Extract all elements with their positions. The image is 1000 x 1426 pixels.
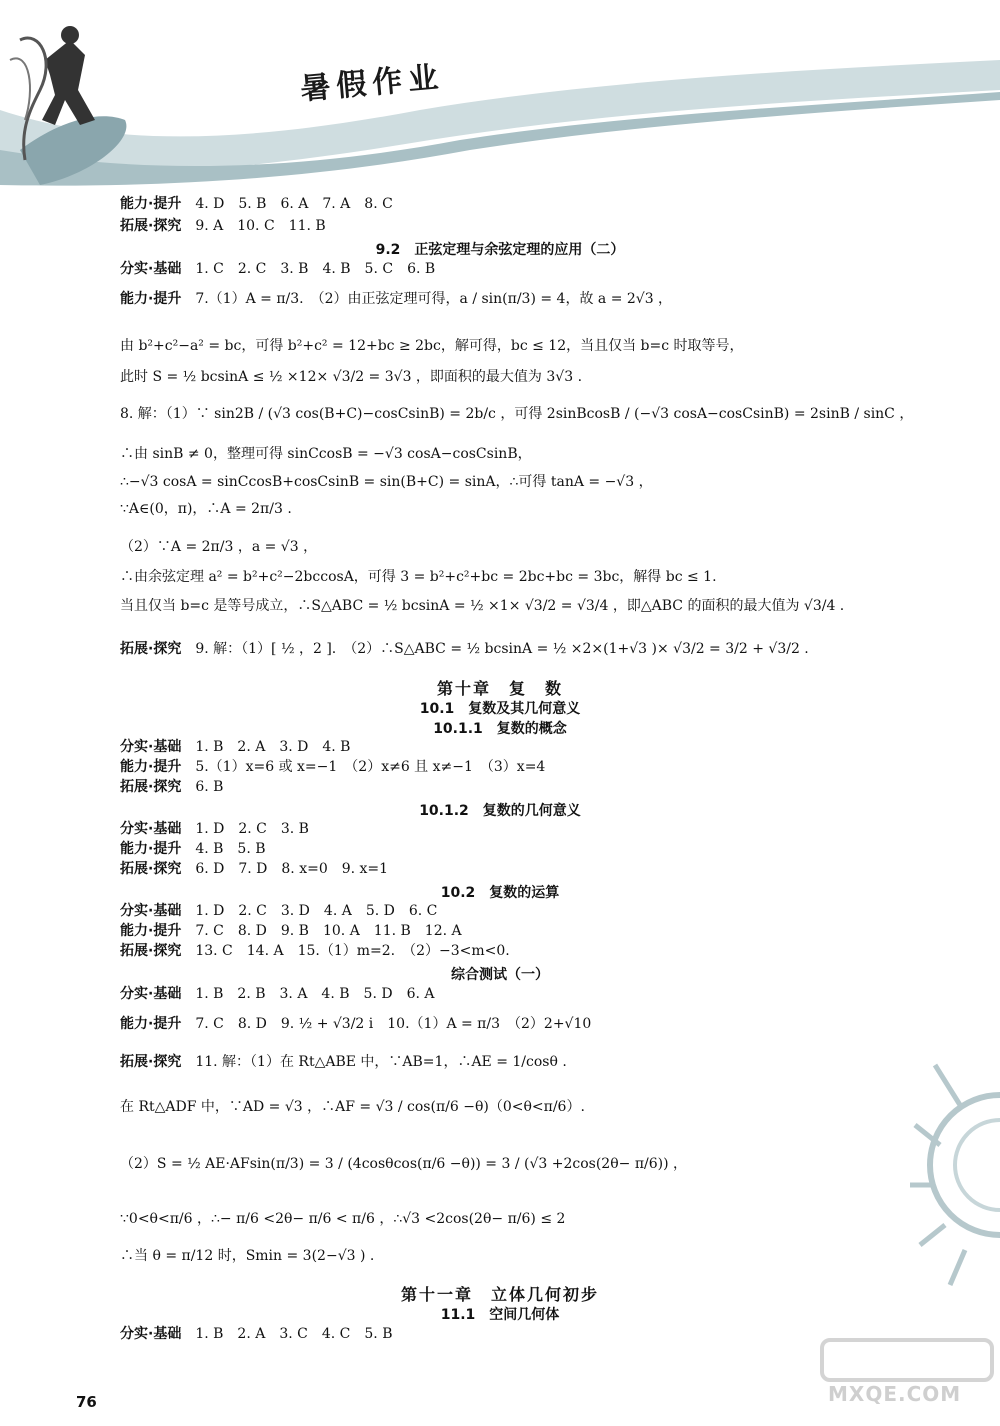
answer-line: ∵0<θ<π/6 ，∴− π/6 <2θ− π/6 < π/6 ，∴√3 <2cos(2θ− π/6) ≤ 2 [120,1211,566,1227]
answer-line: 分实·基础 1. B 2. B 3. A 4. B 5. D 6. A [120,986,435,1002]
answer-line: 拓展·探究 13. C 14. A 15.（1）m=2. （2）−3<m<0. [120,943,510,959]
sun-decoration-icon [905,1035,1000,1295]
answer-line: 拓展·探究 6. B [120,779,224,795]
section-heading: 10.1.1 复数的概念 [433,721,567,737]
header-banner [0,0,1000,190]
answer-line: 由 b²+c²−a² = bc，可得 b²+c² = 12+bc ≥ 2bc，解可得，bc ≤ 12，当且仅当 b=c 时取等号， [120,338,744,354]
answer-line: （2）S = ½ AE·AFsin(π/3) = 3 / (4cosθcos(π/6 −θ)) = 3 / (√3 +2cos(2θ− π/6)) ， [120,1156,688,1172]
answer-line: 拓展·探究 6. D 7. D 8. x=0 9. x=1 [120,861,389,877]
answer-line: ∵A∈(0，π)，∴A = 2π/3 . [120,501,292,517]
answer-line: 此时 S = ½ bcsinA ≤ ½ ×12× √3/2 = 3√3 ，即面积的最大值为 3√3 . [120,369,583,385]
watermark-text: MXQE.COM [828,1382,962,1406]
answer-line: ∴由余弦定理 a² = b²+c²−2bccosA，可得 3 = b²+c²+bc = 2bc+bc = 3bc，解得 bc ≤ 1. [120,569,717,585]
answer-line: 在 Rt△ADF 中，∵AD = √3 ，∴AF = √3 / cos(π/6 −θ)（0<θ<π/6）. [120,1099,585,1115]
answer-line: 分实·基础 1. C 2. C 3. B 4. B 5. C 6. B [120,261,436,277]
chapter-heading: 第十一章 立体几何初步 [400,1285,599,1304]
section-heading: 10.1 复数及其几何意义 [419,701,581,717]
answer-line: 拓展·探究 11. 解：（1）在 Rt△ABE 中，∵AB=1，∴AE = 1/cosθ . [120,1054,567,1070]
answer-line: 拓展·探究 9. A 10. C 11. B [120,218,326,234]
section-heading: 11.1 空间几何体 [440,1307,560,1323]
answer-line: ∴当 θ = π/12 时，Smin = 3(2−√3 ) . [120,1248,375,1264]
section-heading: 综合测试（一） [451,967,549,983]
answer-line: 8. 解：（1）∵ sin2B / (√3 cos(B+C)−cosCsinB) = 2b/c ，可得 2sinBcosB / (−√3 cosA−cosCsinB) = 2sinB / sinC ， [120,406,914,422]
answer-line: 能力·提升 7. C 8. D 9. B 10. A 11. B 12. A [120,923,462,939]
answer-line: 当且仅当 b=c 是等号成立，∴S△ABC = ½ bcsinA = ½ ×1× √3/2 = √3/4 ，即△ABC 的面积的最大值为 √3/4 . [120,598,845,614]
section-heading: 10.2 复数的运算 [440,885,560,901]
answer-line: 分实·基础 1. D 2. C 3. B [120,821,309,837]
answer-line: 能力·提升 5.（1）x=6 或 x=−1 （2）x≠6 且 x≠−1 （3）x=4 [120,759,546,775]
watermark-logo-icon [812,1330,1000,1426]
answer-line: ∴−√3 cosA = sinCcosB+cosCsinB = sin(B+C) = sinA，∴可得 tanA = −√3 ， [120,474,653,490]
answer-line: 分实·基础 1. B 2. A 3. D 4. B [120,739,351,755]
page-number: 76 [76,1393,97,1411]
answer-line: 能力·提升 4. B 5. B [120,841,266,857]
chapter-heading: 第十章 复 数 [436,679,563,698]
section-heading: 9.2 正弦定理与余弦定理的应用（二） [375,242,625,258]
answer-line: 能力·提升 7.（1）A = π/3. （2）由正弦定理可得，a / sin(π/3) = 4，故 a = 2√3 ， [120,291,673,307]
answer-line: 能力·提升 4. D 5. B 6. A 7. A 8. C [120,196,393,212]
answer-line: 分实·基础 1. D 2. C 3. D 4. A 5. D 6. C [120,903,438,919]
answer-line: 能力·提升 7. C 8. D 9. ½ + √3/2 i 10.（1）A = π/3 （2）2+√10 [120,1016,592,1032]
answer-line: 拓展·探究 9. 解：（1）[ ½ ，2 ]. （2）∴S△ABC = ½ bcsinA = ½ ×2×(1+√3 )× √3/2 = 3/2 + √3/2 . [120,641,809,657]
page-title: 暑假作业 [299,59,446,108]
answer-line: （2）∵A = 2π/3 ，a = √3 ， [120,539,318,555]
section-heading: 10.1.2 复数的几何意义 [419,803,581,819]
answer-line: ∴由 sinB ≠ 0，整理可得 sinCcosB = −√3 cosA−cosCsinB， [120,446,532,462]
surfer-wave-illustration [0,0,1000,190]
answer-line: 分实·基础 1. B 2. A 3. C 4. C 5. B [120,1326,393,1342]
